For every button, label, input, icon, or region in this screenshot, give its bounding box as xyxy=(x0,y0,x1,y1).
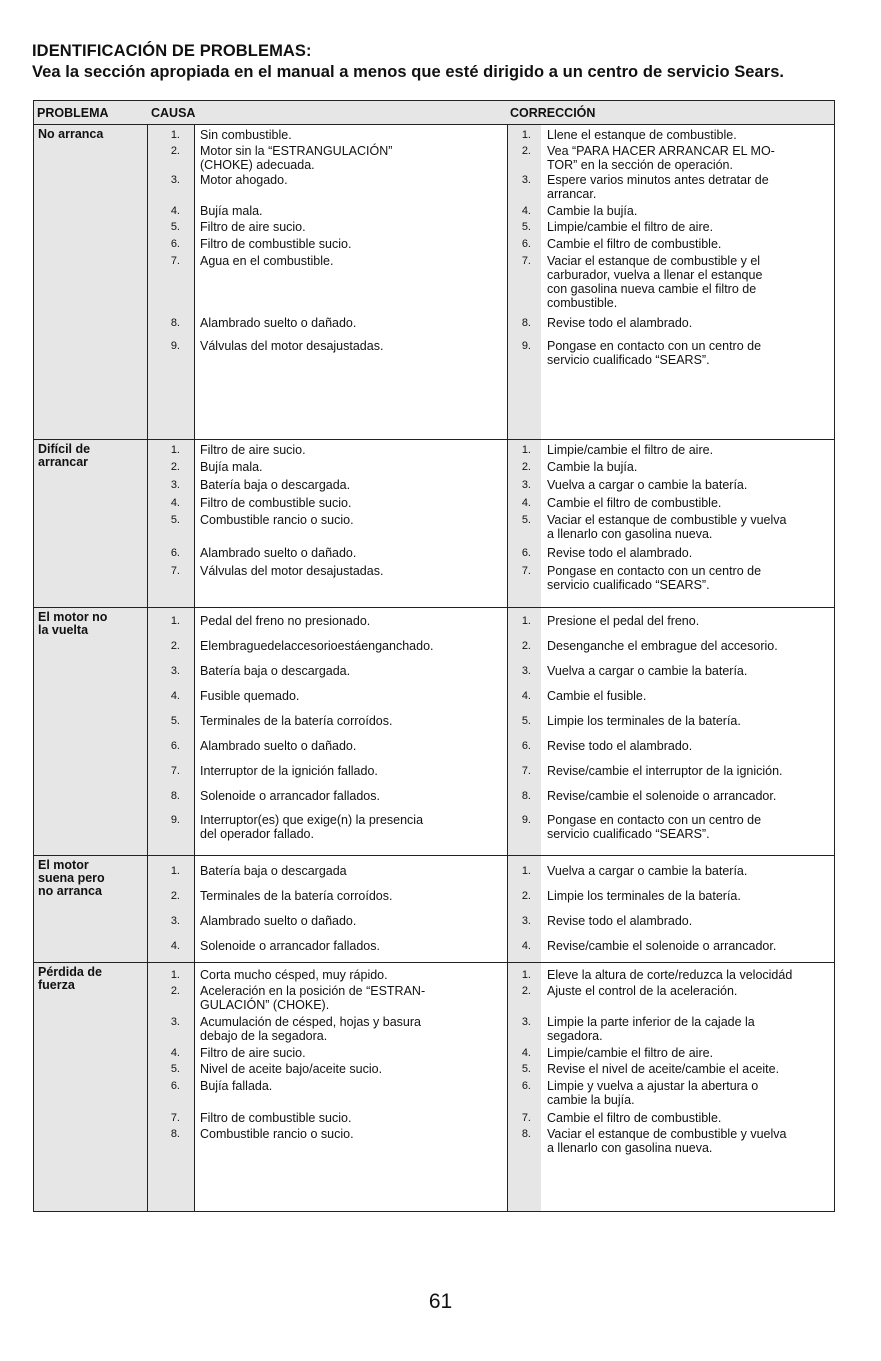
cause-text xyxy=(200,204,501,218)
correction-text xyxy=(547,478,828,492)
problem-cell xyxy=(34,440,148,607)
cause-text xyxy=(200,1046,501,1060)
text-line: Revise todo el alambrado. xyxy=(547,316,693,330)
cause-column xyxy=(148,856,507,962)
item-number: 5. xyxy=(521,1063,531,1075)
correction-text xyxy=(547,1062,828,1076)
item-number: 5. xyxy=(170,715,180,727)
item-number: 7. xyxy=(521,1112,531,1124)
cause-text xyxy=(200,614,501,628)
text-line: Bujía mala. xyxy=(200,204,263,218)
cause-column xyxy=(148,125,507,439)
item-number: 2. xyxy=(521,461,531,473)
problem-label: El motor xyxy=(38,858,89,872)
cause-text xyxy=(200,339,501,353)
text-line: Batería baja o descargada xyxy=(200,864,347,878)
text-line: servicio cualificado “SEARS”. xyxy=(547,578,710,592)
item-number: 2. xyxy=(170,890,180,902)
item-number: 6. xyxy=(521,547,531,559)
correction-text xyxy=(547,1127,828,1155)
problem-cell xyxy=(34,856,148,962)
item-number: 7. xyxy=(521,765,531,777)
cause-text xyxy=(200,789,501,803)
item-number: 8. xyxy=(521,317,531,329)
text-line: Espere varios minutos antes detratar de xyxy=(547,173,769,187)
item-number: 1. xyxy=(521,615,531,627)
correction-text xyxy=(547,639,828,653)
item-number: 8. xyxy=(521,1128,531,1140)
problem-label: fuerza xyxy=(38,978,75,992)
cause-text xyxy=(200,739,501,753)
correction-text xyxy=(547,789,828,803)
item-number: 1. xyxy=(170,615,180,627)
cause-text xyxy=(200,889,501,903)
correction-text xyxy=(547,1079,828,1107)
cause-text xyxy=(200,144,501,172)
text-line: Vaciar el estanque de combustible y vuelva xyxy=(547,513,787,527)
item-number: 1. xyxy=(170,129,180,141)
correction-text xyxy=(547,443,828,457)
text-line: Pongase en contacto con un centro de xyxy=(547,564,762,578)
item-number: 5. xyxy=(170,1063,180,1075)
item-number: 4. xyxy=(170,497,180,509)
correction-column xyxy=(507,856,834,962)
item-number: 4. xyxy=(170,205,180,217)
text-line: Motor sin la “ESTRANGULACIÓN” xyxy=(200,144,393,158)
cause-text xyxy=(200,1127,501,1141)
text-line: Pongase en contacto con un centro de xyxy=(547,813,762,827)
text-line: Aceleración en la posición de “ESTRAN- xyxy=(200,984,426,998)
text-line: servicio cualificado “SEARS”. xyxy=(547,827,710,841)
text-line: Eleve la altura de corte/reduzca la velocidád xyxy=(547,968,793,982)
correction-text xyxy=(547,204,828,218)
item-number: 1. xyxy=(170,444,180,456)
text-line: Cambie el fusible. xyxy=(547,689,647,703)
text-line: Solenoide o arrancador fallados. xyxy=(200,789,380,803)
text-line: Batería baja o descargada. xyxy=(200,664,351,678)
text-line: con gasolina nueva cambie el filtro de xyxy=(547,282,757,296)
item-number: 7. xyxy=(521,565,531,577)
problem-cell xyxy=(34,125,148,439)
correction-text xyxy=(547,614,828,628)
item-number: 5. xyxy=(521,221,531,233)
text-line: Limpie/cambie el filtro de aire. xyxy=(547,1046,714,1060)
correction-column xyxy=(507,963,834,1211)
problem-label: El motor no xyxy=(38,610,108,624)
text-line: a llenarlo con gasolina nueva. xyxy=(547,1141,713,1155)
problem-label: no arranca xyxy=(38,884,102,898)
item-number: 6. xyxy=(170,547,180,559)
text-line: Filtro de aire sucio. xyxy=(200,1046,306,1060)
text-line: Revise/cambie el interruptor de la ignición. xyxy=(547,764,783,778)
text-line: Válvulas del motor desajustadas. xyxy=(200,339,384,353)
item-number: 2. xyxy=(521,890,531,902)
problem-section xyxy=(34,440,834,608)
item-number: 9. xyxy=(521,814,531,826)
item-number: 4. xyxy=(521,690,531,702)
item-number: 2. xyxy=(170,461,180,473)
item-number: 1. xyxy=(170,865,180,877)
item-number: 5. xyxy=(170,514,180,526)
text-line: Vaciar el estanque de combustible y el xyxy=(547,254,761,268)
cause-text xyxy=(200,254,501,268)
correction-text xyxy=(547,496,828,510)
problem-label: No arranca xyxy=(38,127,104,141)
text-line: combustible. xyxy=(547,296,618,310)
text-line: del operador fallado. xyxy=(200,827,314,841)
item-number: 9. xyxy=(170,340,180,352)
cause-text xyxy=(200,914,501,928)
cause-text xyxy=(200,564,501,578)
correction-text xyxy=(547,889,828,903)
cause-text xyxy=(200,968,501,982)
text-line: Sin combustible. xyxy=(200,128,292,142)
text-line: Revise todo el alambrado. xyxy=(547,914,693,928)
cause-text xyxy=(200,714,501,728)
item-number: 8. xyxy=(521,790,531,802)
text-line: Desenganche el embrague del accesorio. xyxy=(547,639,778,653)
cause-text xyxy=(200,1111,501,1125)
item-number: 5. xyxy=(521,514,531,526)
item-number: 2. xyxy=(170,640,180,652)
text-line: Alambrado suelto o dañado. xyxy=(200,739,357,753)
text-line: Terminales de la batería corroídos. xyxy=(200,889,393,903)
cause-text xyxy=(200,220,501,234)
item-number: 8. xyxy=(170,317,180,329)
text-line: Limpie y vuelva a ajustar la abertura o xyxy=(547,1079,759,1093)
item-number: 3. xyxy=(521,174,531,186)
page-subtitle: Vea la sección apropiada en el manual a menos que esté dirigido a un centro de servicio Sears. xyxy=(32,63,785,81)
problem-label: arrancar xyxy=(38,455,89,469)
correction-text xyxy=(547,764,828,778)
item-number: 2. xyxy=(521,985,531,997)
cause-text xyxy=(200,513,501,527)
table-header xyxy=(34,101,834,125)
text-line: Nivel de aceite bajo/aceite sucio. xyxy=(200,1062,383,1076)
item-number: 2. xyxy=(521,145,531,157)
item-number: 1. xyxy=(521,865,531,877)
correction-text xyxy=(547,864,828,878)
correction-text xyxy=(547,984,828,998)
text-line: carburador, vuelva a llenar el estanque xyxy=(547,268,763,282)
text-line: Llene el estanque de combustible. xyxy=(547,128,737,142)
correction-text xyxy=(547,316,828,330)
text-line: Revise/cambie el solenoide o arrancador. xyxy=(547,939,777,953)
correction-text xyxy=(547,546,828,560)
item-number: 6. xyxy=(170,238,180,250)
item-number: 9. xyxy=(170,814,180,826)
text-line: Bujía fallada. xyxy=(200,1079,273,1093)
item-number: 6. xyxy=(521,740,531,752)
item-number: 6. xyxy=(170,740,180,752)
item-number: 7. xyxy=(170,255,180,267)
correction-text xyxy=(547,968,828,982)
text-line: Presione el pedal del freno. xyxy=(547,614,700,628)
text-line: Corta mucho césped, muy rápido. xyxy=(200,968,388,982)
correction-column xyxy=(507,125,834,439)
problem-section xyxy=(34,856,834,963)
correction-text xyxy=(547,914,828,928)
header-cause: CAUSA xyxy=(151,106,196,120)
problem-section xyxy=(34,608,834,856)
text-line: Alambrado suelto o dañado. xyxy=(200,546,357,560)
item-number: 3. xyxy=(521,479,531,491)
text-line: Vuelva a cargar o cambie la batería. xyxy=(547,864,748,878)
item-number: 4. xyxy=(521,940,531,952)
text-line: Filtro de aire sucio. xyxy=(200,443,306,457)
correction-text xyxy=(547,813,828,841)
cause-text xyxy=(200,316,501,330)
cause-column xyxy=(148,608,507,855)
page-number: 61 xyxy=(428,1290,453,1313)
item-number: 3. xyxy=(170,479,180,491)
cause-text xyxy=(200,237,501,251)
item-number: 1. xyxy=(521,129,531,141)
text-line: Cambie el filtro de combustible. xyxy=(547,1111,722,1125)
item-number: 4. xyxy=(170,1047,180,1059)
text-line: Agua en el combustible. xyxy=(200,254,334,268)
text-line: Cambie la bujía. xyxy=(547,460,638,474)
correction-text xyxy=(547,689,828,703)
text-line: segadora. xyxy=(547,1029,603,1043)
cause-text xyxy=(200,128,501,142)
problem-section xyxy=(34,963,834,1211)
correction-text xyxy=(547,173,828,201)
text-line: Revise todo el alambrado. xyxy=(547,739,693,753)
problem-cell xyxy=(34,608,148,855)
correction-text xyxy=(547,144,828,172)
correction-text xyxy=(547,513,828,541)
text-line: Alambrado suelto o dañado. xyxy=(200,316,357,330)
cause-text xyxy=(200,460,501,474)
item-number: 7. xyxy=(170,1112,180,1124)
text-line: Cambie el filtro de combustible. xyxy=(547,237,722,251)
correction-text xyxy=(547,220,828,234)
text-line: Alambrado suelto o dañado. xyxy=(200,914,357,928)
text-line: Bujía mala. xyxy=(200,460,263,474)
item-number: 4. xyxy=(521,1047,531,1059)
item-number: 3. xyxy=(170,174,180,186)
problem-label: Difícil de xyxy=(38,442,91,456)
text-line: cambie la bujía. xyxy=(547,1093,635,1107)
text-line: Motor ahogado. xyxy=(200,173,288,187)
correction-text xyxy=(547,739,828,753)
text-line: Pedal del freno no presionado. xyxy=(200,614,371,628)
correction-text xyxy=(547,460,828,474)
text-line: Interruptor(es) que exige(n) la presencia xyxy=(200,813,424,827)
text-line: Revise el nivel de aceite/cambie el aceite. xyxy=(547,1062,780,1076)
cause-text xyxy=(200,864,501,878)
text-line: Solenoide o arrancador fallados. xyxy=(200,939,380,953)
correction-text xyxy=(547,939,828,953)
correction-text xyxy=(547,1111,828,1125)
item-number: 8. xyxy=(170,790,180,802)
correction-column xyxy=(507,440,834,607)
correction-text xyxy=(547,254,828,310)
cause-text xyxy=(200,689,501,703)
correction-text xyxy=(547,1015,828,1043)
cause-text xyxy=(200,764,501,778)
problem-label: Pérdida de xyxy=(38,965,102,979)
item-number: 4. xyxy=(521,205,531,217)
correction-text xyxy=(547,237,828,251)
text-line: a llenarlo con gasolina nueva. xyxy=(547,527,713,541)
item-number: 6. xyxy=(170,1080,180,1092)
text-line: Revise/cambie el solenoide o arrancador. xyxy=(547,789,777,803)
correction-text xyxy=(547,664,828,678)
cause-text xyxy=(200,1015,501,1043)
text-line: arrancar. xyxy=(547,187,597,201)
problem-cell xyxy=(34,963,148,1211)
text-line: Cambie la bujía. xyxy=(547,204,638,218)
correction-text xyxy=(547,339,828,367)
item-number: 1. xyxy=(170,969,180,981)
item-number: 7. xyxy=(170,765,180,777)
text-line: Combustible rancio o sucio. xyxy=(200,513,354,527)
item-number: 2. xyxy=(170,985,180,997)
cause-column xyxy=(148,963,507,1211)
cause-text xyxy=(200,1079,501,1093)
cause-text xyxy=(200,939,501,953)
text-line: Cambie el filtro de combustible. xyxy=(547,496,722,510)
item-number: 3. xyxy=(521,665,531,677)
item-number: 5. xyxy=(170,221,180,233)
text-line: Limpie los terminales de la batería. xyxy=(547,889,741,903)
item-number: 4. xyxy=(170,690,180,702)
text-line: servicio cualificado “SEARS”. xyxy=(547,353,710,367)
item-number: 3. xyxy=(521,915,531,927)
correction-column xyxy=(507,608,834,855)
text-line: Revise todo el alambrado. xyxy=(547,546,693,560)
cause-text xyxy=(200,664,501,678)
problem-label: la vuelta xyxy=(38,623,89,637)
item-number: 6. xyxy=(521,1080,531,1092)
correction-text xyxy=(547,1046,828,1060)
text-line: Combustible rancio o sucio. xyxy=(200,1127,354,1141)
correction-text xyxy=(547,564,828,592)
item-number: 2. xyxy=(170,145,180,157)
item-number: 1. xyxy=(521,444,531,456)
troubleshooting-table xyxy=(33,100,835,1212)
item-number: 5. xyxy=(521,715,531,727)
text-line: Elembraguedelaccesorioestáenganchado. xyxy=(200,639,434,653)
text-line: Batería baja o descargada. xyxy=(200,478,351,492)
item-number: 4. xyxy=(521,497,531,509)
text-line: GULACIÓN” (CHOKE). xyxy=(200,998,330,1012)
cause-text xyxy=(200,173,501,187)
page-title: IDENTIFICACIÓN DE PROBLEMAS: xyxy=(32,42,312,60)
text-line: Terminales de la batería corroídos. xyxy=(200,714,393,728)
text-line: Filtro de aire sucio. xyxy=(200,220,306,234)
problem-label: suena pero xyxy=(38,871,105,885)
text-line: Limpie la parte inferior de la cajade la xyxy=(547,1015,755,1029)
cause-text xyxy=(200,639,501,653)
text-line: Pongase en contacto con un centro de xyxy=(547,339,762,353)
cause-text xyxy=(200,443,501,457)
text-line: TOR” en la sección de operación. xyxy=(547,158,733,172)
item-number: 7. xyxy=(170,565,180,577)
item-number: 8. xyxy=(170,1128,180,1140)
text-line: Acumulación de césped, hojas y basura xyxy=(200,1015,421,1029)
text-line: Filtro de combustible sucio. xyxy=(200,237,352,251)
text-line: Limpie/cambie el filtro de aire. xyxy=(547,220,714,234)
correction-text xyxy=(547,128,828,142)
text-line: debajo de la segadora. xyxy=(200,1029,328,1043)
text-line: Filtro de combustible sucio. xyxy=(200,496,352,510)
text-line: Fusible quemado. xyxy=(200,689,300,703)
cause-text xyxy=(200,496,501,510)
text-line: Vea “PARA HACER ARRANCAR EL MO- xyxy=(547,144,775,158)
item-number: 7. xyxy=(521,255,531,267)
text-line: Vuelva a cargar o cambie la batería. xyxy=(547,478,748,492)
correction-text xyxy=(547,714,828,728)
item-number: 1. xyxy=(521,969,531,981)
text-line: Limpie/cambie el filtro de aire. xyxy=(547,443,714,457)
text-line: Ajuste el control de la aceleración. xyxy=(547,984,738,998)
cause-text xyxy=(200,478,501,492)
problem-section xyxy=(34,125,834,440)
text-line: Válvulas del motor desajustadas. xyxy=(200,564,384,578)
item-number: 4. xyxy=(170,940,180,952)
text-line: Filtro de combustible sucio. xyxy=(200,1111,352,1125)
header-correction: CORRECCIÓN xyxy=(510,106,596,120)
text-line: Interruptor de la ignición fallado. xyxy=(200,764,378,778)
header-problem: PROBLEMA xyxy=(37,106,109,120)
cause-column xyxy=(148,440,507,607)
item-number: 6. xyxy=(521,238,531,250)
item-number: 3. xyxy=(170,665,180,677)
cause-text xyxy=(200,1062,501,1076)
text-line: Vuelva a cargar o cambie la batería. xyxy=(547,664,748,678)
cause-text xyxy=(200,546,501,560)
item-number: 3. xyxy=(521,1016,531,1028)
item-number: 9. xyxy=(521,340,531,352)
item-number: 3. xyxy=(170,915,180,927)
text-line: Vaciar el estanque de combustible y vuelva xyxy=(547,1127,787,1141)
text-line: (CHOKE) adecuada. xyxy=(200,158,315,172)
cause-text xyxy=(200,984,501,1012)
item-number: 3. xyxy=(170,1016,180,1028)
cause-text xyxy=(200,813,501,841)
text-line: Limpie los terminales de la batería. xyxy=(547,714,741,728)
item-number: 2. xyxy=(521,640,531,652)
